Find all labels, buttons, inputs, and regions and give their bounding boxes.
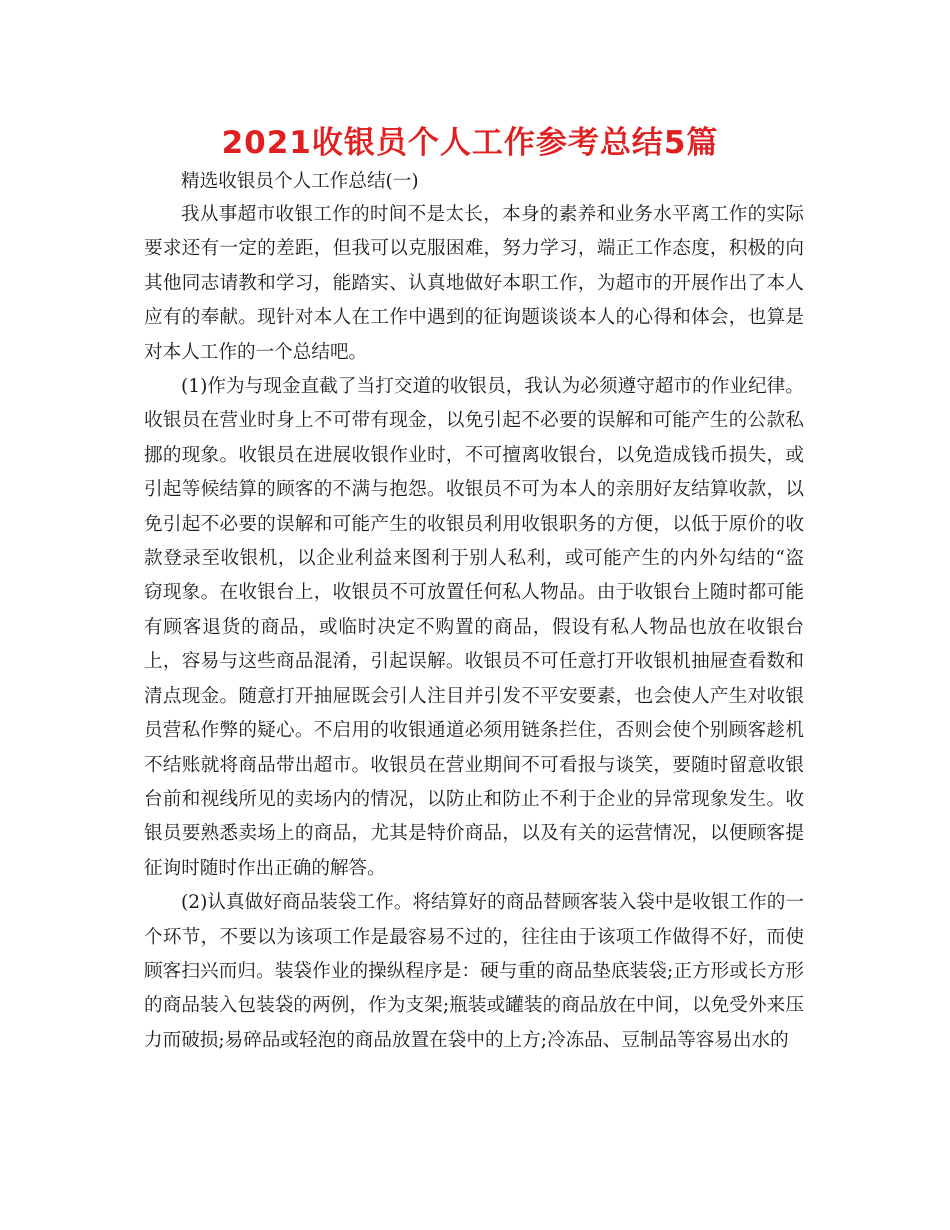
document-page [144, 120, 804, 1058]
paragraph-point-2: (2)认真做好商品装袋工作。将结算好的商品替顾客装入袋中是收银工作的一个环节，不要以为该项工作是最容易不过的，往往由于该项工作做得不好，而使顾客扫兴而归。装袋作业的操纵程序是：硬与重的商品垫底装袋;正方形或长方形的商品装入包装袋的两例，作为支架;瓶装或罐装的商品放在中间，以免受外来压力而破损;易碎品或轻泡的商品放置在袋中的上方;冷冻品、豆制品等容易出水的 [144, 892, 804, 1051]
section-subtitle: 精选收银员个人工作总结(一) [181, 171, 419, 192]
paragraph-intro: 我从事超市收银工作的时间不是太长，本身的素养和业务水平离工作的实际要求还有一定的差距，但我可以克服困难，努力学习，端正工作态度，积极的向其他同志请教和学习，能踏实、认真地做好本职工作，为超市的开展作出了本人应有的奉献。现针对本人在工作中遇到的征询题谈谈本人的心得和体会，也算是对本人工作的一个总结吧。 [144, 204, 804, 363]
paragraph-point-1: (1)作为与现金直截了当打交道的收银员，我认为必须遵守超市的作业纪律。收银员在营业时身上不可带有现金，以免引起不必要的误解和可能产生的公款私挪的现象。收银员在进展收银作业时，不可擅离收银台，以免造成钱币损失，或引起等候结算的顾客的不满与抱怨。收银员不可为本人的亲朋好友结算收款，以免引起不必要的误解和可能产生的收银员利用收银职务的方便，以低于原价的收款登录至收银机，以企业利益来图利于别人私利，或可能产生的内外勾结的“盗窃现象。在收银台上，收银员不可放置任何私人物品。由于收银台上随时都可能有顾客退货的商品，或临时决定不购置的商品，假设有私人物品也放在收银台上，容易与这些商品混淆，引起误解。收银员不可任意打开收银机抽屉查看数和清点现金。随意打开抽屉既会引人注目并引发不平安要素，也会使人产生对收银员营私作弊的疑心。不启用的收银通道必须用链条拦住，否则会使个别顾客趁机不结账就将商品带出超市。收银员在营业期间不可看报与谈笑，要随时留意收银台前和视线所见的卖场内的情况，以防止和防止不利于企业的异常现象发生。收银员要熟悉卖场上的商品，尤其是特价商品，以及有关的运营情况，以便顾客提征询时随时作出正确的解答。 [144, 376, 804, 879]
document-title: 2021收银员个人工作参考总结5篇 [221, 125, 719, 161]
